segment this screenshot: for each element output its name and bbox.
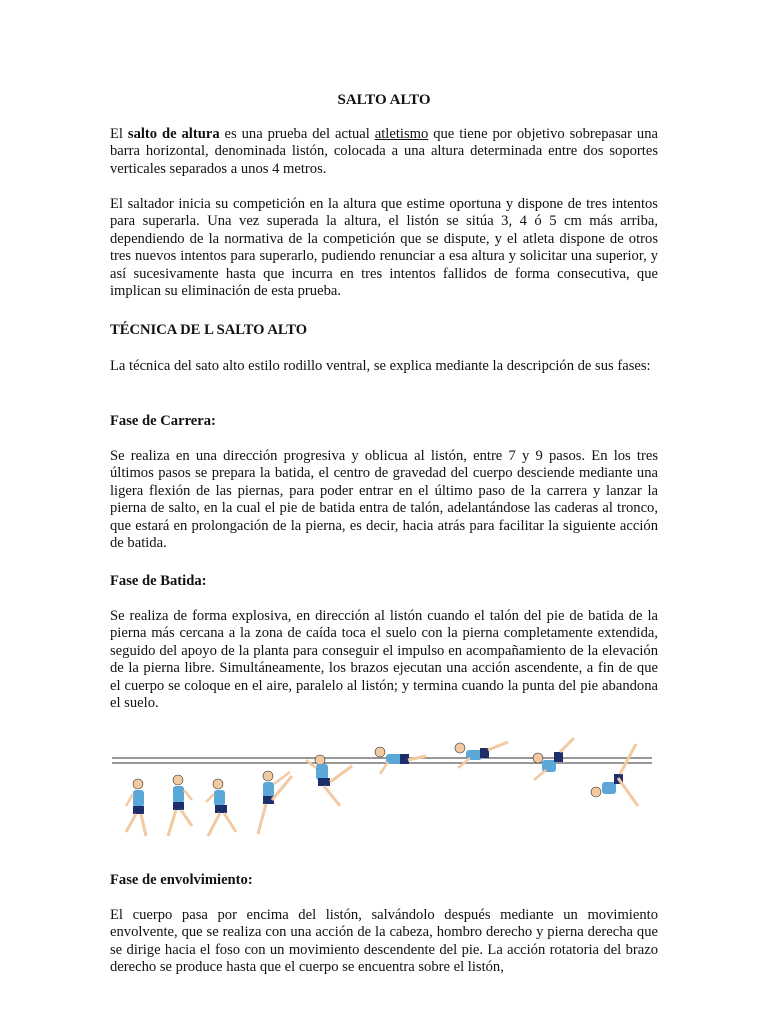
batida-paragraph: Se realiza de forma explosiva, en dirección al listón cuando el talón del pie de batida de la pierna más cercana a la zona de caída toca el suelo con la pierna completamente extendida, seguido del apoyo de la planta para conseguir el impulso en acompañamiento de la elevación de la pierna libre. Simultáneamente, los brazos ejecutan una acción ascendente, a fin de que el cuerpo se coloque en el aire, paralelo al listón; y termina cuando la punta del pie abandona el suelo. bbox=[110, 608, 658, 712]
technique-heading: TÉCNICA DE L SALTO ALTO bbox=[110, 322, 308, 338]
athlete-figure-2 bbox=[168, 775, 192, 836]
carrera-heading: Fase de Carrera: bbox=[110, 413, 216, 429]
envolvimiento-paragraph: El cuerpo pasa por encima del listón, salvándolo después mediante un movimiento envolvente, que se realiza con una acción de la cabeza, hombro derecho y pierna derecha que se dirige hacia el foso con un movimiento descendente del pie. La acción rotatoria del brazo derecho se produce hasta que el cuerpo se encuentra sobre el listón, bbox=[110, 907, 658, 976]
athlete-figure-7 bbox=[455, 742, 508, 768]
technique-paragraph: La técnica del sato alto estilo rodillo ventral, se explica mediante la descripción de sus fases: bbox=[110, 358, 651, 374]
intro-paragraph-2: El saltador inicia su competición en la altura que estime oportuna y dispone de tres intentos para superarla. Una vez superada la altura, el listón se sitúa 3, 4 ó 5 cm más arriba, dependiendo de la normativa de la competición que se dispute, y el atleta dispone de otros tres nuevos intentos para superarlo, pudiendo renunciar a esa altura y solicitar una superior, y así sucesivamente hasta que incurra en tres intentos fallidos de forma consecutiva, que implican su eliminación de esta prueba. bbox=[110, 196, 658, 300]
athlete-figure-8 bbox=[533, 738, 574, 780]
page-title: SALTO ALTO bbox=[337, 92, 431, 108]
carrera-paragraph: Se realiza en una dirección progresiva y oblicua al listón, entre 7 y 9 pasos. En los tres últimos pasos se prepara la batida, el centro de gravedad del cuerpo desciende mediante una ligera flexión de las piernas, para poder entrar en el último paso de la carrera y lanzar la pierna de salto, en la cual el pie de batida entra de talón, adelantándose las caderas al tronco, que estará en prolongación de la pierna, es decir, hacia atrás para facilitar la siguiente acción de batida. bbox=[110, 448, 658, 552]
envolvimiento-heading: Fase de envolvimiento: bbox=[110, 872, 253, 888]
athlete-figure-1 bbox=[126, 779, 146, 836]
high-jump-sequence-illustration bbox=[108, 736, 656, 848]
athlete-figure-3 bbox=[206, 779, 236, 836]
athlete-figure-4 bbox=[258, 771, 292, 834]
bold-term: salto de altura bbox=[127, 126, 220, 142]
athlete-figure-6 bbox=[375, 747, 426, 774]
atletismo-link[interactable]: atletismo bbox=[374, 126, 429, 142]
intro-paragraph-1: El salto de altura es una prueba del actual atletismo que tiene por objetivo sobrepasar una barra horizontal, denominada listón, colocada a una altura determinada entre dos soportes verticales separados a unos 4 metros. bbox=[110, 126, 658, 177]
batida-heading: Fase de Batida: bbox=[110, 573, 207, 589]
athlete-figure-9 bbox=[591, 744, 638, 806]
